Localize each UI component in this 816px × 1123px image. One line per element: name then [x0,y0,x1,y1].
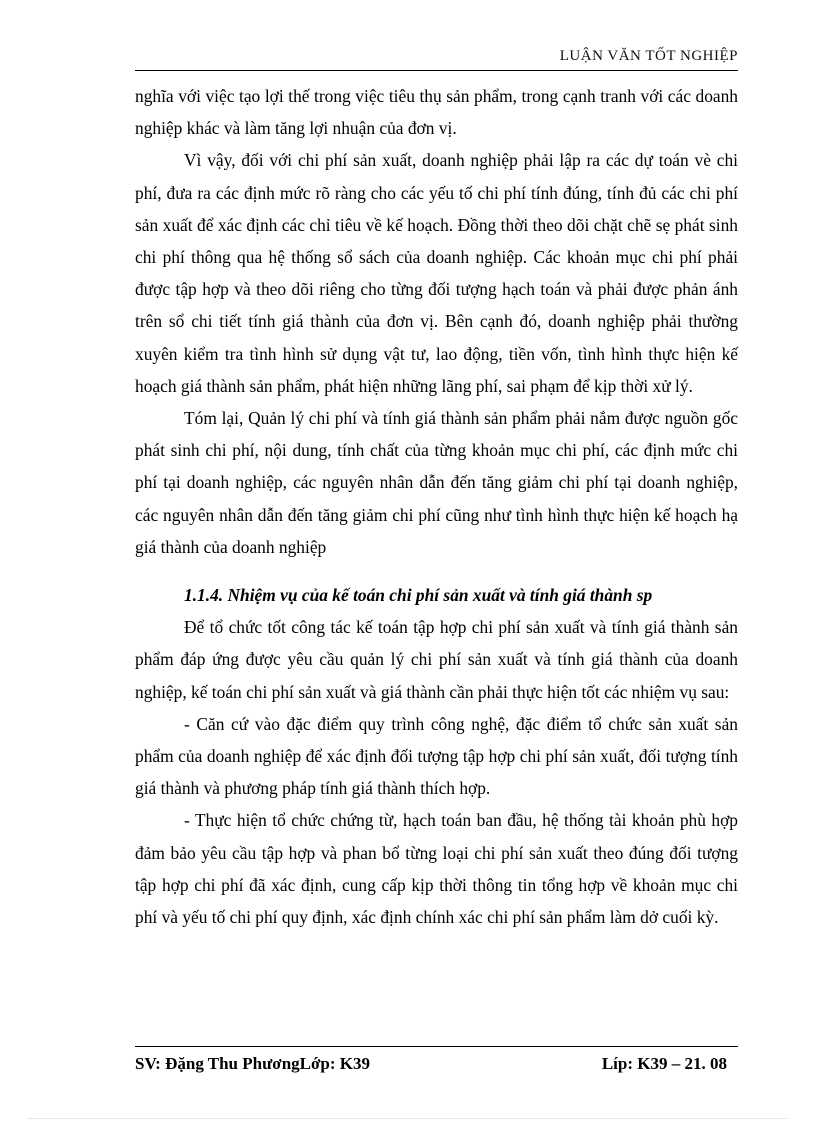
paragraph-summary: Tóm lại, Quản lý chi phí và tính giá thành sản phẩm phải nắm được nguồn gốc phát sinh chi phí, nội dung, tính chất của từng khoản mục chi phí, các định mức chi phí tại doanh nghiệp, các nguyên nhân dẫn đến tăng giảm chi phí tại doanh nghiệp, các nguyên nhân dẫn đến tăng giảm chi phí cũng như tình hình thực hiện kế hoạch hạ giá thành của doanh nghiệp [135,408,738,557]
footer-class: Líp: K39 – 21. 08 [601,1054,727,1073]
task-item-2: - Thực hiện tổ chức chứng từ, hạch toán ban đầu, hệ thống tài khoản phù hợp đảm bảo yêu cầu tập hợp và phan bổ từng loại chi phí sản xuất theo đúng đối tượng tập hợp chi phí đã xác định, cung cấp kịp thời thông tin tổng hợp về khoản mục chi phí và yếu tố chi phí quy định, xác định chính xác chi phí sản phẩm làm dở cuối kỳ. [135,810,738,928]
paragraph-cost-control: Vì vậy, đối với chi phí sản xuất, doanh nghiệp phải lập ra các dự toán vè chi phí, đưa ra các định mức rõ ràng cho các yếu tố chi phí tính đúng, tính đủ các chi phí sản xuất để xác định các chỉ tiêu về kế hoạch. Đồng thời theo dõi chặt chẽ sẹ phát sinh chi phí thông qua hệ thống sổ sách của doanh nghiệp. Các khoản mục chi phí phải được tập hợp và theo dõi riêng cho từng đối tượng hạch toán và phải được phản ánh trên sổ chi tiết tính giá thành của đơn vị. Bên cạnh đó, doanh nghiệp phải thường xuyên kiểm tra tình hình sử dụng vật tư, lao động, tiền vốn, tình hình thực hiện kế hoạch giá thành sản phẩm, phát hiện những lãng phí, sai phạm để kịp thời xử lý. [135,150,738,396]
running-header: LUẬN VĂN TỐT NGHIỆP [559,48,738,64]
header-divider [135,70,738,71]
page-body [135,80,738,933]
footer-divider [135,1046,738,1047]
paragraph-continuation: nghĩa với việc tạo lợi thế trong việc tiêu thụ sản phẩm, trong cạnh tranh với các doanh nghiệp khác và làm tăng lợi nhuận của đơn vị. [135,86,738,139]
page-edge [28,1118,788,1119]
section-heading: 1.1.4. Nhiệm vụ của kế toán chi phí sản xuất và tính giá thành sp [184,585,653,606]
footer-student: SV: Đặng Thu PhươngLớp: K39 [135,1054,371,1073]
paragraph-intro: Để tổ chức tốt công tác kế toán tập hợp chi phí sản xuất và tính giá thành sản phẩm đáp ứng được yêu cầu quản lý chi phí sản xuất và tính giá thành của doanh nghiệp, kế toán chi phí sản xuất và giá thành cần phải thực hiện tốt các nhiệm vụ sau: [135,617,738,702]
task-item-1: - Căn cứ vào đặc điểm quy trình công nghệ, đặc điểm tổ chức sản xuất sản phẩm của doanh nghiệp để xác định đối tượng tập hợp chi phí sản xuất, đối tượng tính giá thành và phương pháp tính giá thành thích hợp. [135,713,738,799]
